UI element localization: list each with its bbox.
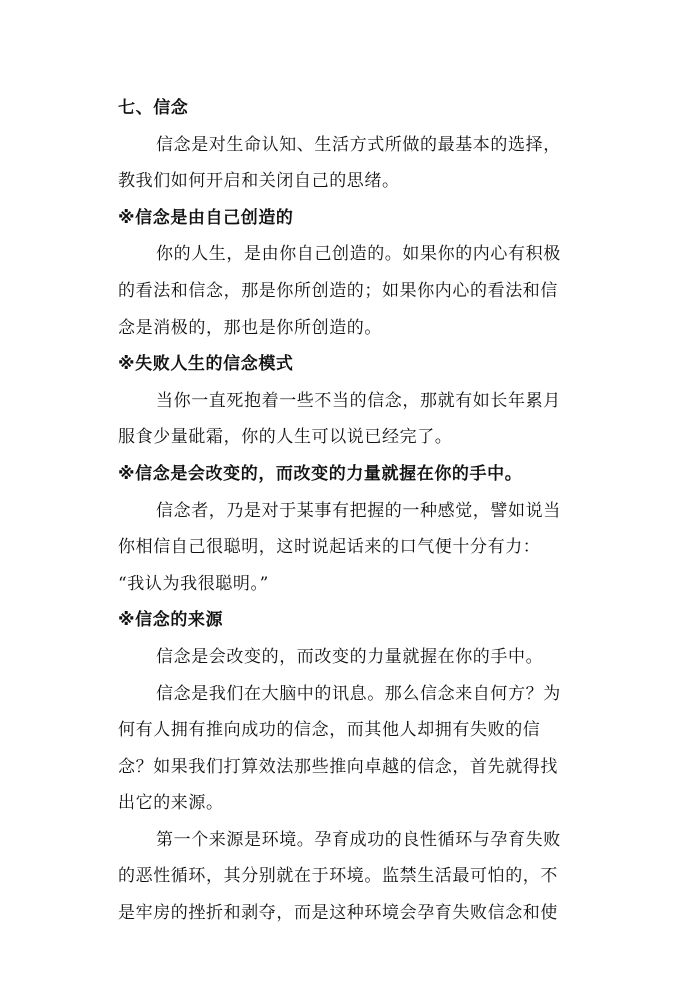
paragraph-line: 你的人生，是由你自己创造的。如果你的内心有积极 (156, 244, 561, 265)
subheading: ※失败人生的信念模式 (118, 354, 294, 375)
subheading: ※信念的来源 (118, 610, 224, 631)
paragraph-line: “我认为我很聪明。” (118, 573, 269, 594)
paragraph-line: 念是消极的，那也是你所创造的。 (118, 317, 382, 338)
paragraph-line: 教我们如何开启和关闭自己的思绪。 (118, 171, 400, 192)
paragraph-line: 服食少量砒霜，你的人生可以说已经完了。 (118, 427, 453, 448)
document-page (118, 90, 582, 932)
subheading: ※信念是会改变的，而改变的力量就握在你的手中。 (118, 463, 523, 484)
paragraph-line: 你相信自己很聪明，这时说起话来的口气便十分有力： (118, 537, 541, 558)
section-title: 七、信念 (118, 98, 189, 118)
paragraph-line: 出它的来源。 (118, 793, 224, 814)
paragraph-line: 何有人拥有推向成功的信念，而其他人却拥有失败的信 (118, 720, 541, 741)
subheading: ※信念是由自己创造的 (118, 207, 294, 228)
paragraph-line: 的恶性循环，其分别就在于环境。监禁生活最可怕的，不 (118, 866, 558, 887)
paragraph-line: 是牢房的挫折和剥夺，而是这种环境会孕育失败信念和使 (118, 903, 558, 924)
paragraph-line: 的看法和信念，那是你所创造的；如果你内心的看法和信 (118, 280, 558, 301)
paragraph-line: 念？如果我们打算效法那些推向卓越的信念，首先就得找 (118, 756, 558, 777)
paragraph-line: 第一个来源是环境。孕育成功的良性循环与孕育失败 (156, 829, 561, 850)
paragraph-line: 信念是会改变的，而改变的力量就握在你的手中。 (156, 646, 544, 667)
paragraph-line: 当你一直死抱着一些不当的信念，那就有如长年累月 (156, 390, 561, 411)
paragraph-line: 信念者，乃是对于某事有把握的一种感觉，譬如说当 (156, 500, 561, 521)
paragraph-line: 信念是对生命认知、生活方式所做的最基本的选择， (156, 134, 561, 155)
paragraph-line: 信念是我们在大脑中的讯息。那么信念来自何方？为 (156, 683, 561, 704)
